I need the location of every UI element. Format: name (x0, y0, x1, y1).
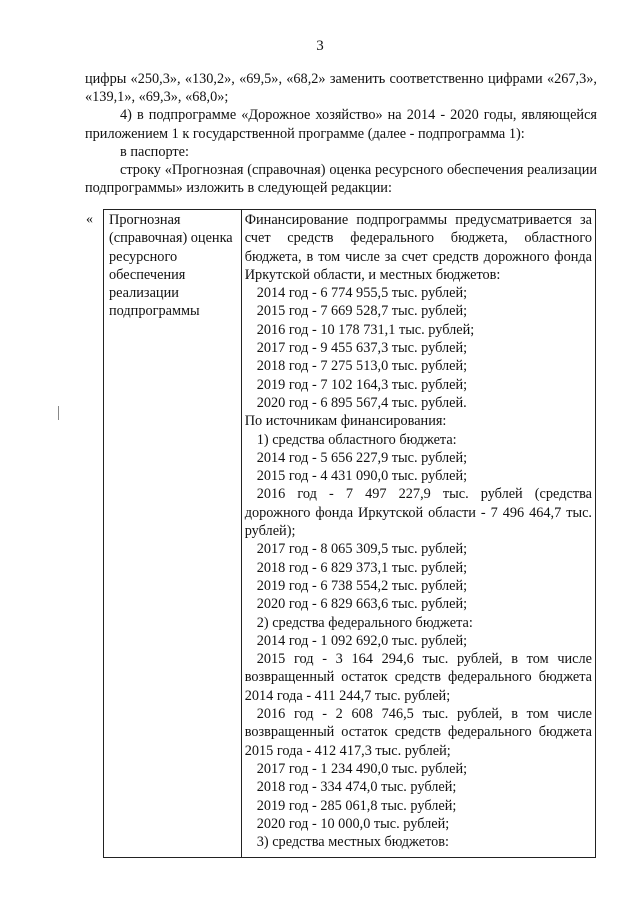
financing-line: 2019 год - 7 102 164,3 тыс. рублей; (256, 376, 468, 393)
financing-line: 2020 год - 6 829 663,6 тыс. рублей; (256, 596, 468, 613)
row-label-cell: Прогнозная (справочная) оценка ресурсного обеспечения реализации подпрограммы (104, 210, 242, 858)
financing-line: 2014 год - 1 092 692,0 тыс. рублей; (256, 632, 468, 649)
intro-text (85, 70, 597, 197)
financing-line: 2017 год - 8 065 309,5 тыс. рублей; (256, 541, 468, 558)
intro-paragraph-2: 4) в подпрограмме «Дорожное хозяйство» на 2014 - 2020 годы, являющейся приложением 1 к государственной программе (далее - подпрограмма 1): (85, 107, 597, 142)
financing-line: Финансирование подпрограммы предусматривается за счет средств федерального бюджета, областного бюджета, в том числе за счет средств дорожного фонда Иркутской области, и местных бюджетов: (244, 212, 592, 283)
opening-quote-mark: « (86, 212, 93, 227)
financing-line: 2020 год - 6 895 567,4 тыс. рублей. (256, 394, 467, 411)
financing-line: 2015 год - 3 164 294,6 тыс. рублей, в том числе возвращенный остаток средств федерального бюджета 2014 года - 411 244,7 тыс. рублей; (244, 651, 592, 704)
financing-line: 2015 год - 4 431 090,0 тыс. рублей; (256, 468, 468, 485)
passport-table (103, 209, 596, 858)
financing-line: 2017 год - 9 455 637,3 тыс. рублей; (256, 340, 468, 357)
financing-line: 2020 год - 10 000,0 тыс. рублей; (256, 815, 450, 832)
financing-line: 2016 год - 2 608 746,5 тыс. рублей, в том числе возвращенный остаток средств федерального бюджета 2015 года - 412 417,3 тыс. рублей; (244, 706, 592, 759)
financing-line: 2019 год - 6 738 554,2 тыс. рублей; (256, 577, 468, 594)
financing-line: По источникам финансирования: (244, 413, 447, 430)
financing-line: 2017 год - 1 234 490,0 тыс. рублей; (256, 760, 468, 777)
financing-line: 2019 год - 285 061,8 тыс. рублей; (256, 797, 457, 814)
table-row (104, 210, 596, 858)
financing-line: 2016 год - 7 497 227,9 тыс. рублей (средства дорожного фонда Иркутской области - 7 496 464,7 тыс. рублей); (244, 486, 592, 540)
financing-line: 2014 год - 5 656 227,9 тыс. рублей; (256, 449, 468, 466)
intro-paragraph-4: строку «Прогнозная (справочная) оценка ресурсного обеспечения реализации подпрограммы» изложить в следующей редакции: (85, 162, 597, 197)
financing-line: 2018 год - 7 275 513,0 тыс. рублей; (256, 358, 468, 375)
intro-paragraph-3: в паспорте: (120, 143, 189, 160)
financing-line: 2018 год - 334 474,0 тыс. рублей; (256, 779, 457, 796)
financing-line: 3) средства местных бюджетов: (256, 834, 449, 851)
financing-line: 2016 год - 10 178 731,1 тыс. рублей; (256, 321, 475, 338)
financing-line: 1) средства областного бюджета: (256, 431, 457, 448)
page-number: 3 (316, 38, 324, 54)
financing-line: 2015 год - 7 669 528,7 тыс. рублей; (256, 303, 468, 320)
financing-line: 2014 год - 6 774 955,5 тыс. рублей; (256, 285, 468, 302)
financing-line: 2018 год - 6 829 373,1 тыс. рублей; (256, 559, 468, 576)
margin-mark (58, 406, 59, 420)
financing-line: 2) средства федерального бюджета: (256, 614, 473, 631)
row-value-cell (241, 210, 595, 858)
intro-paragraph-1: цифры «250,3», «130,2», «69,5», «68,2» заменить соответственно цифрами «267,3», «139,1», «69,3», «68,0»; (85, 71, 597, 106)
